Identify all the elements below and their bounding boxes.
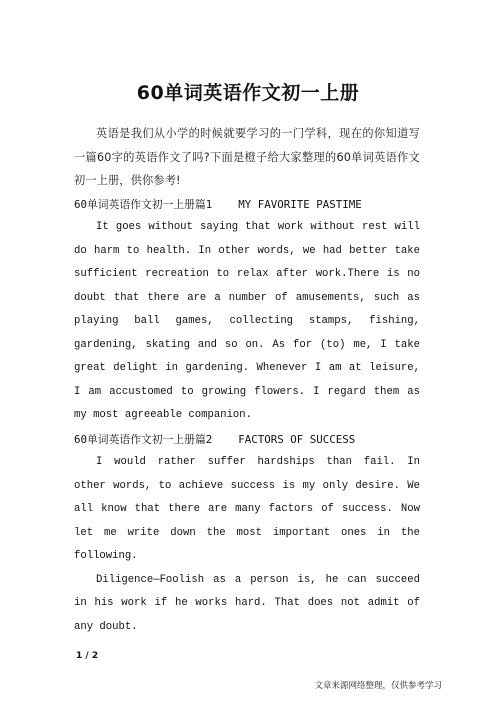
section-2-paragraph-2: Diligence—Foolish as a person is, he can succeed in his work if he works hard. That does not admit of any doubt. (74, 573, 420, 633)
section-1-paragraph-1: It goes without saying that work without rest will do harm to health. In other words, we had better take sufficient recreation to relax after work.There is no doubt that there are a number of amusements, such as playing ball games, collecting stamps, fishing, gardening, skating and so on. As for (to) me, I take great delight in gardening. Whenever I am at leisure, I am accustomed to growing flowers. I regard them as my most agreeable companion. (74, 221, 420, 421)
document-body (74, 122, 420, 639)
section-heading-1: 60单词英语作文初一上册篇1 MY FAVORITE PASTIME (74, 197, 362, 211)
intro-paragraph: 英语是我们从小学的时候就要学习的一门学科，现在的你知道写一篇60字的英语作文了吗?下面是橙子给大家整理的60单词英语作文初一上册，供你参考! (74, 127, 420, 187)
footer-note: 文章来源网络整理，仅供参考学习 (314, 681, 442, 691)
section-heading-2: 60单词英语作文初一上册篇2 FACTORS OF SUCCESS (74, 432, 356, 446)
page-number: 1 / 2 (76, 651, 99, 661)
section-2-paragraph-1: I would rather suffer hardships than fail. In other words, to achieve success is my only desire. We all know that there are many factors of success. Now let me write down the most important ones in the following. (74, 456, 420, 562)
document-title: 60单词英语作文初一上册 (136, 82, 360, 104)
